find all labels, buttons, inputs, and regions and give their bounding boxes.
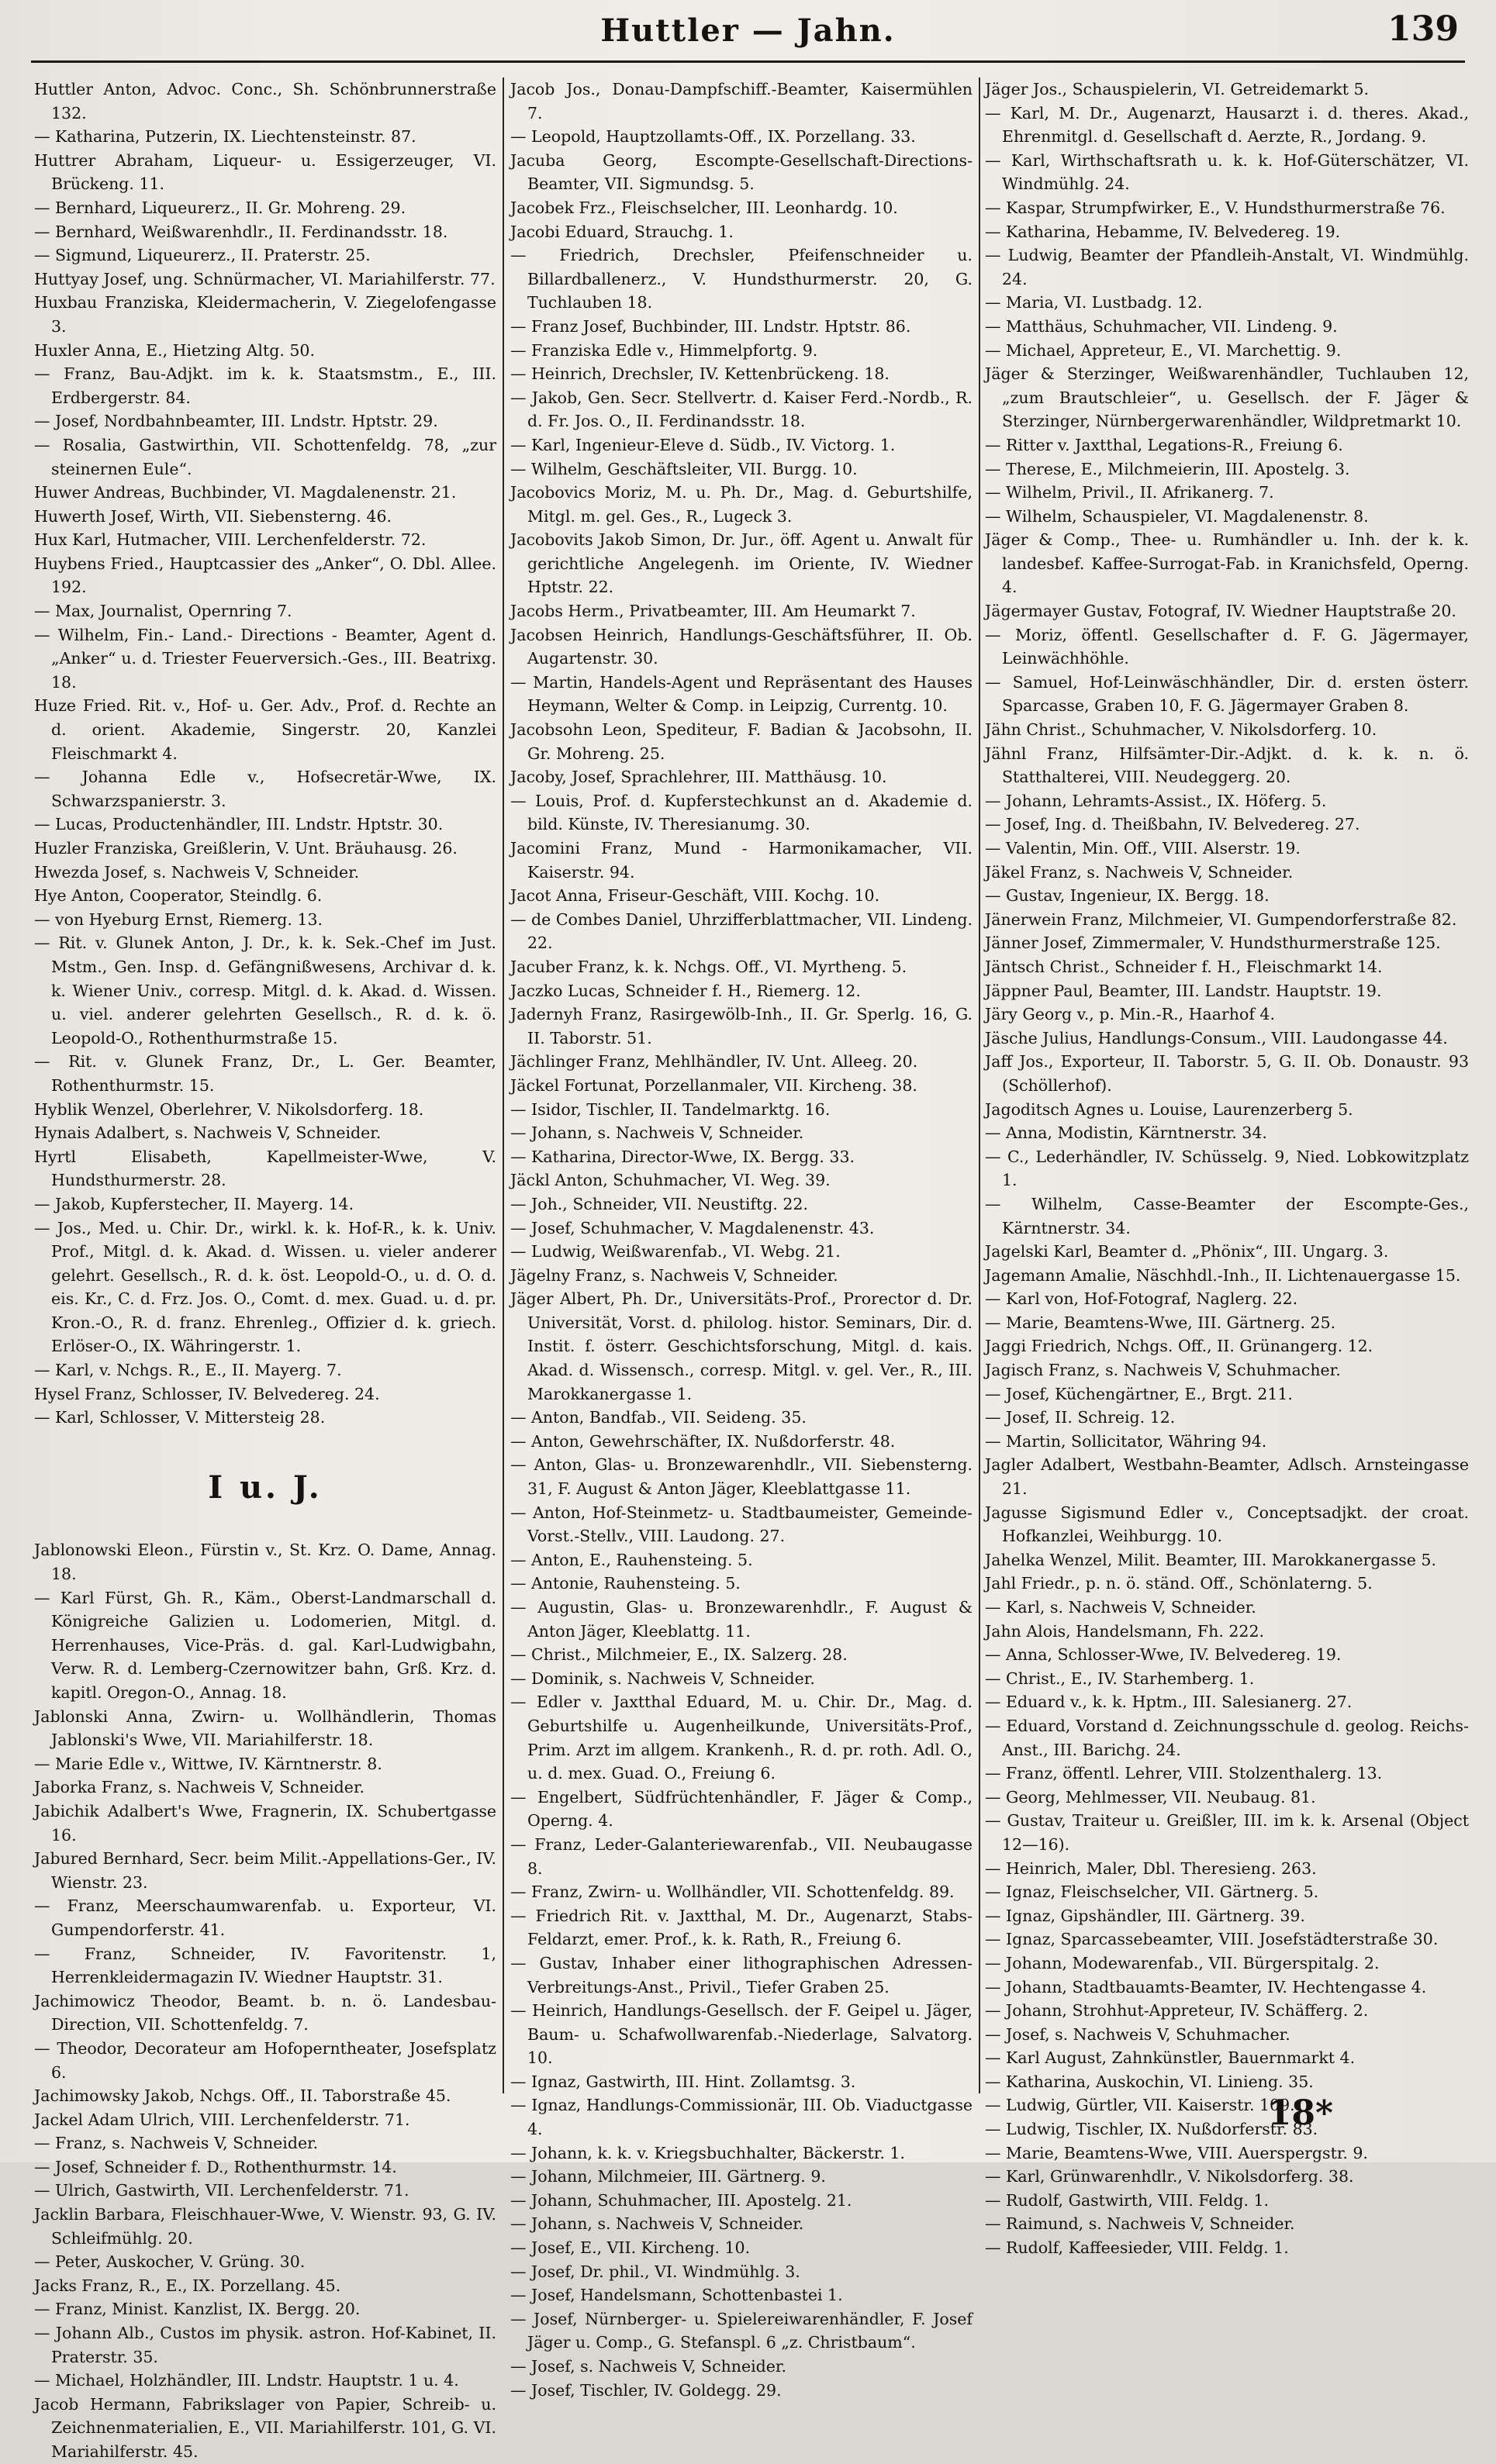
directory-entry: Jäckel Fortunat, Porzellanmaler, VII. Kircheng. 38. [510,1075,917,1095]
directory-entry: — Johann, Milchmeier, III. Gärtnerg. 9. [510,2167,826,2186]
directory-entry: — Therese, E., Milchmeierin, III. Apostelg. 3. [985,459,1350,478]
directory-entry: Jahelka Wenzel, Milit. Beamter, III. Marokkanergasse 5. [985,1550,1436,1569]
directory-entry: — Anna, Modistin, Kärntnerstr. 34. [985,1123,1267,1143]
directory-entry: — Karl, Grünwarenhdlr., V. Nikolsdorferg. 38. [985,2167,1354,2186]
directory-entry: Jahl Friedr., p. n. ö. ständ. Off., Schönlaterng. 5. [985,1574,1373,1593]
directory-entry: Jägermayer Gustav, Fotograf, IV. Wiedner Hauptstraße 20. [985,602,1456,621]
directory-entry: — Anna, Schlosser-Wwe, IV. Belvedereg. 19. [985,1645,1342,1665]
directory-entry: — Johann, Stadtbauamts-Beamter, IV. Hechtengasse 4. [985,1977,1427,1996]
directory-entry: Jänner Josef, Zimmermaler, V. Hundsthurmerstraße 125. [985,933,1441,953]
directory-entry: Jabichik Adalbert's Wwe, Fragnerin, IX. Schubertgasse 16. [34,1801,496,1845]
directory-entry: — Theodor, Decorateur am Hofoperntheater, Josefsplatz 6. [34,2038,496,2082]
directory-entry: Jäger & Comp., Thee- u. Rumhändler u. Inh. der k. k. landesbef. Kaffee-Surrogat-Fab. in Kranichsfeld, Operng. 4. [985,530,1469,597]
directory-entry: — Marie, Beamtens-Wwe, VIII. Auerspergstr. 9. [985,2143,1368,2162]
directory-entry: — Bernhard, Liqueurerz., II. Gr. Mohreng. 29. [34,198,406,217]
directory-entry: — Gustav, Traiteur u. Greißler, III. im k. k. Arsenal (Object 12—16). [985,1811,1469,1854]
directory-entry: — Eduard v., k. k. Hptm., III. Salesianerg. 27. [985,1693,1353,1712]
directory-entry: — Kaspar, Strumpfwirker, E., V. Hundsthurmerstraße 76. [985,198,1446,217]
directory-entry: — Friedrich Rit. v. Jaxtthal, M. Dr., Augenarzt, Stabs-Feldarzt, emer. Prof., k. k. Rath, R., Freiung 6. [510,1906,973,1949]
directory-entry: — Johann, Lehramts-Assist., IX. Höferg. 5. [985,791,1327,810]
directory-entry: — Johann, s. Nachweis V, Schneider. [510,1123,804,1143]
directory-entry: — Franz, Minist. Kanzlist, IX. Bergg. 20. [34,2300,361,2319]
directory-entry: Jacobek Frz., Fleischselcher, III. Leonhardg. 10. [510,198,898,217]
directory-entry: — Franz, s. Nachweis V, Schneider. [34,2134,319,2153]
directory-entry: — Karl, Wirthschaftsrath u. k. k. Hof-Güterschätzer, VI. Windmühlg. 24. [985,150,1469,194]
directory-entry: — Jos., Med. u. Chir. Dr., wirkl. k. k. Hof-R., k. k. Univ. Prof., Mitgl. d. k. Akad. d. Wissen. u. vieler anderer gelehrt. Gesellsch., R. d. k. öst. Leopold-O., u. d. O. d. eis. Kr., C. d. Frz. Jos. O., Comt. d. mex. Guad. u. d. pr. Kron.-O., R. d. franz. Ehrenleg., Offizier d. k. griech. Erlöser-O., IX. Währingerstr. 1. [34,1218,496,1356]
directory-entry: — Matthäus, Schuhmacher, VII. Lindeng. 9. [985,316,1338,336]
directory-entry: Jacobovics Moriz, M. u. Ph. Dr., Mag. d. Geburtshilfe, Mitgl. m. gel. Ges., R., Lugeck 3. [510,483,973,526]
directory-entry: Huxbau Franziska, Kleidermacherin, V. Ziegelofengasse 3. [34,293,496,336]
directory-entry: — Valentin, Min. Off., VIII. Alserstr. 19. [985,839,1301,858]
running-head: Huttler — Jahn. [600,12,896,49]
directory-entry: Huybens Fried., Hauptcassier des „Anker“, O. Dbl. Allee. 192. [34,554,496,597]
directory-entry: Jagemann Amalie, Näschhdl.-Inh., II. Lichtenauergasse 15. [985,1265,1461,1285]
directory-entry: — Franz, Leder-Galanteriewarenfab., VII. Neubaugasse 8. [510,1834,973,1878]
directory-entry: Jachimowsky Jakob, Nchgs. Off., II. Taborstraße 45. [34,2086,451,2106]
directory-entry: — Heinrich, Drechsler, IV. Kettenbrückeng. 18. [510,364,890,384]
directory-entry: — Gustav, Inhaber einer lithographischen Adressen-Verbreitungs-Anst., Privil., Tiefer Graben 25. [510,1953,973,1996]
directory-entry: — Karl von, Hof-Fotograf, Naglerg. 22. [985,1289,1298,1309]
directory-entry: — Franz, Meerschaumwarenfab. u. Exporteur, VI. Gumpendorferstr. 41. [34,1896,496,1939]
directory-entry: — Katharina, Hebamme, IV. Belvedereg. 19. [985,222,1341,241]
directory-entry: — Josef, Ing. d. Theißbahn, IV. Belvedereg. 27. [985,815,1360,834]
directory-entry: Jackel Adam Ulrich, VIII. Lerchenfelderstr. 71. [34,2110,410,2129]
directory-entry: — Johann, Modewarenfab., VII. Bürgerspitalg. 2. [985,1953,1380,1972]
directory-entry: — Johann, s. Nachweis V, Schneider. [510,2214,804,2234]
directory-entry: — Josef, Nürnberger- u. Spielereiwarenhändler, F. Josef Jäger u. Comp., G. Stefanspl. 6 „z. Christbaum“. [510,2309,973,2352]
directory-entry: — Ignaz, Gastwirth, III. Hint. Zollamtsg. 3. [510,2072,856,2091]
directory-entry: — Franz, Schneider, IV. Favoritenstr. 1, Herrenkleidermagazin IV. Wiedner Hauptstr. 31. [34,1944,496,1987]
directory-entry: — Johann, k. k. v. Kriegsbuchhalter, Bäckerstr. 1. [510,2143,905,2162]
directory-entry: — Lucas, Productenhändler, III. Lndstr. Hptstr. 30. [34,815,444,834]
directory-entry: Jaborka Franz, s. Nachweis V, Schneider. [34,1778,365,1797]
directory-entry: — Wilhelm, Casse-Beamter der Escompte-Ges., Kärntnerstr. 34. [985,1194,1469,1237]
directory-entry: Huwer Andreas, Buchbinder, VI. Magdalenenstr. 21. [34,483,457,502]
directory-entry: — Josef, E., VII. Kircheng. 10. [510,2238,751,2258]
directory-entry: Jähnl Franz, Hilfsämter-Dir.-Adjkt. d. k. k. n. ö. Statthalterei, VIII. Neudeggerg. 20. [985,744,1469,787]
directory-entry: Jacob Hermann, Fabrikslager von Papier, Schreib- u. Zeichnenmaterialien, E., VII. Mariahilferstr. 101, G. VI. Mariahilferstr. 45. [34,2394,497,2461]
directory-entry: Jabured Bernhard, Secr. beim Milit.-Appellations-Ger., IV. Wienstr. 23. [34,1849,497,1892]
directory-entry: — Ignaz, Sparcassebeamter, VIII. Josefstädterstraße 30. [985,1930,1439,1949]
directory-entry: — Josef, Handelsmann, Schottenbastei 1. [510,2286,843,2305]
directory-entry: — Jakob, Gen. Secr. Stellvertr. d. Kaiser Ferd.-Nordb., R. d. Fr. Jos. O., II. Ferdinandsstr. 18. [510,388,973,431]
directory-entry: — Karl August, Zahnkünstler, Bauernmarkt 4. [985,2048,1356,2068]
directory-entry: — Ludwig, Gürtler, VII. Kaiserstr. 109. [985,2096,1295,2115]
directory-entry: — Samuel, Hof-Leinwäschhändler, Dir. d. ersten österr. Sparcasse, Graben 10, F. G. Jägermayer Graben 8. [985,672,1469,716]
directory-entry: — Joh., Schneider, VII. Neustiftg. 22. [510,1194,808,1213]
directory-entry: Huxler Anna, E., Hietzing Altg. 50. [34,340,315,360]
directory-entry: Jablonski Anna, Zwirn- u. Wollhändlerin, Thomas Jablonski's Wwe, VII. Mariahilferstr. 18. [34,1707,496,1750]
directory-entry: — Josef, s. Nachweis V, Schneider. [510,2357,786,2376]
directory-entry: — Heinrich, Handlungs-Gesellsch. der F. Geipel u. Jäger, Baum- u. Schafwollwarenfab.-Niederlage, Salvatorg. 10. [510,2001,973,2068]
directory-entry: — Rit. v. Glunek Anton, J. Dr., k. k. Sek.-Chef im Just. Mstm., Gen. Insp. d. Gefängnißwesens, Archivar d. k. k. Wiener Univ., corresp. Mitgl. d. k. Akad. d. Wissen. u. viel. anderer gelehrten Gesellsch., R. d. k. ö. Leopold-O., Rothenthurmstraße 15. [34,933,496,1047]
directory-entry: — Anton, Hof-Steinmetz- u. Stadtbaumeister, Gemeinde-Vorst.-Stellv., VIII. Laudong. 27. [510,1503,973,1546]
directory-entry: Huwerth Josef, Wirth, VII. Siebensterng. 46. [34,506,392,526]
directory-entry: Jacklin Barbara, Fleischhauer-Wwe, V. Wienstr. 93, G. IV. Schleifmühlg. 20. [34,2205,496,2248]
directory-entry: — Christ., E., IV. Starhemberg. 1. [985,1669,1255,1688]
directory-entry: Jagusse Sigismund Edler v., Conceptsadjkt. der croat. Hofkanzlei, Weihburgg. 10. [985,1503,1469,1546]
directory-entry: Hye Anton, Cooperator, Steindlg. 6. [34,886,323,906]
directory-entry: Huttler Anton, Advoc. Conc., Sh. Schönbrunnerstraße 132. [34,80,496,123]
directory-entry: — Maria, VI. Lustbadg. 12. [985,293,1203,312]
directory-entry: — Katharina, Putzerin, IX. Liechtensteinstr. 87. [34,127,416,147]
directory-entry: — Josef, II. Schreig. 12. [985,1408,1176,1427]
directory-entry: — Josef, Schuhmacher, V. Magdalenenstr. 43. [510,1218,875,1237]
directory-entry: — Martin, Sollicitator, Währing 94. [985,1431,1267,1451]
directory-entry: — C., Lederhändler, IV. Schüsselg. 9, Nied. Lobkowitzplatz 1. [985,1147,1469,1190]
directory-entry: — Gustav, Ingenieur, IX. Bergg. 18. [985,886,1270,906]
directory-entry: — Friedrich, Drechsler, Pfeifenschneider u. Billardballenerz., V. Hundsthurmerstr. 20, G. Tuchlauben 18. [510,246,973,312]
directory-entry: — Rudolf, Kaffeesieder, VIII. Feldg. 1. [985,2238,1289,2258]
directory-entry: Jablonowski Eleon., Fürstin v., St. Krz. O. Dame, Annag. 18. [34,1541,496,1584]
directory-entry: Jagelski Karl, Beamter d. „Phönix“, III. Ungarg. 3. [985,1242,1389,1261]
directory-entry: — Raimund, s. Nachweis V, Schneider. [985,2214,1295,2234]
directory-entry: Jacobi Eduard, Strauchg. 1. [510,222,734,241]
directory-entry: Jacuba Georg, Escompte-Gesellschaft-Directions-Beamter, VII. Sigmundsg. 5. [510,150,973,194]
directory-entry: Jächlinger Franz, Mehlhändler, IV. Unt. Alleeg. 20. [510,1052,918,1072]
directory-entry: Jacomini Franz, Mund - Harmonikamacher, VII. Kaiserstr. 94. [510,839,973,882]
directory-entry: — Ludwig, Weißwarenfab., VI. Webg. 21. [510,1242,841,1261]
directory-column-right [985,78,1469,2258]
directory-entry: — Ludwig, Beamter der Pfandleih-Anstalt, VI. Windmühlg. 24. [985,246,1469,288]
directory-entry: Huttyay Josef, ung. Schnürmacher, VI. Mariahilferstr. 77. [34,269,496,288]
directory-column-left [34,78,497,2461]
directory-entry: Jacob Jos., Donau-Dampfschiff.-Beamter, Kaisermühlen 7. [510,80,973,123]
directory-entry: — Jakob, Kupferstecher, II. Mayerg. 14. [34,1194,354,1213]
directory-entry: Jäppner Paul, Beamter, III. Landstr. Hauptstr. 19. [985,981,1382,1000]
directory-entry: — Karl, s. Nachweis V, Schneider. [985,1598,1256,1617]
directory-entry: Hyblik Wenzel, Oberlehrer, V. Nikolsdorferg. 18. [34,1099,424,1119]
directory-entry: — Dominik, s. Nachweis V, Schneider. [510,1669,815,1688]
directory-entry: — Ignaz, Fleischselcher, VII. Gärtnerg. 5. [985,1883,1319,1902]
directory-entry: Jänerwein Franz, Milchmeier, VI. Gumpendorferstraße 82. [985,909,1457,929]
directory-entry: — Franziska Edle v., Himmelpfortg. 9. [510,340,818,360]
directory-entry: — Isidor, Tischler, II. Tandelmarktg. 16. [510,1099,831,1119]
directory-entry: Jacot Anna, Friseur-Geschäft, VIII. Kochg. 10. [510,886,880,906]
directory-entry: — Franz, öffentl. Lehrer, VIII. Stolzenthalerg. 13. [985,1764,1383,1783]
directory-entry: — Heinrich, Maler, Dbl. Theresieng. 263. [985,1858,1317,1878]
directory-entry: — Anton, Bandfab., VII. Seideng. 35. [510,1408,807,1427]
directory-entry: Jacuber Franz, k. k. Nchgs. Off., VI. Myrtheng. 5. [510,957,907,976]
directory-entry: Jacobsen Heinrich, Handlungs-Geschäftsführer, II. Ob. Augartenstr. 30. [510,625,973,668]
directory-entry: — Franz Josef, Buchbinder, III. Lndstr. Hptstr. 86. [510,316,911,336]
directory-entry: Jagisch Franz, s. Nachweis V, Schuhmacher. [985,1361,1341,1380]
page-header [31,8,1465,64]
directory-entry: — Anton, Glas- u. Bronzewarenhdlr., VII. Siebensterng. 31, F. August & Anton Jäger, Kleeblattgasse 11. [510,1455,973,1499]
directory-entry: — Franz, Zwirn- u. Wollhändler, VII. Schottenfeldg. 89. [510,1883,955,1902]
directory-entry: — von Hyeburg Ernst, Riemerg. 13. [34,909,323,929]
directory-entry: Jähn Christ., Schuhmacher, V. Nikolsdorferg. 10. [985,720,1377,740]
directory-entry: Jadernyh Franz, Rasirgewölb-Inh., II. Gr. Sperlg. 16, G. II. Taborstr. 51. [510,1005,973,1047]
directory-entry: — Karl, v. Nchgs. R., E., II. Mayerg. 7. [34,1361,342,1380]
directory-column-middle [510,78,973,2400]
directory-entry: — Christ., Milchmeier, E., IX. Salzerg. 28. [510,1645,848,1665]
directory-entry: — Augustin, Glas- u. Bronzewarenhdlr., F. August & Anton Jäger, Kleeblattg. 11. [510,1598,973,1641]
directory-entry: — Louis, Prof. d. Kupferstechkunst an d. Akademie d. bild. Künste, IV. Theresianumg. 30. [510,791,973,834]
directory-entry: — Rosalia, Gastwirthin, VII. Schottenfeldg. 78, „zur steinernen Eule“. [34,435,496,478]
directory-entry: — Marie Edle v., Wittwe, IV. Kärntnerstr. 8. [34,1754,382,1773]
directory-entry: — Josef, Küchengärtner, E., Brgt. 211. [985,1384,1293,1403]
directory-entry: — Wilhelm, Geschäftsleiter, VII. Burgg. 10. [510,459,858,478]
directory-entry: — Martin, Handels-Agent und Repräsentant des Hauses Heymann, Welter & Comp. in Leipzig, Currentg. 10. [510,672,973,716]
directory-entry: Jäsche Julius, Handlungs-Consum., VIII. Laudongasse 44. [985,1028,1448,1047]
directory-entry: Jacobsohn Leon, Spediteur, F. Badian & Jacobsohn, II. Gr. Mohreng. 25. [510,720,973,763]
directory-entry: — Johann, Schuhmacher, III. Apostelg. 21. [510,2190,852,2210]
directory-entry: — Josef, Dr. phil., VI. Windmühlg. 3. [510,2262,800,2281]
directory-entry: — Karl, Ingenieur-Eleve d. Südb., IV. Victorg. 1. [510,435,896,454]
directory-entry: — Wilhelm, Privil., II. Afrikanerg. 7. [985,483,1274,502]
directory-entry: — Michael, Appreteur, E., VI. Marchettig. 9. [985,340,1342,360]
directory-entry: Jäger & Sterzinger, Weißwarenhändler, Tuchlauben 12, „zum Brautschleier“, u. Gesellsch. der F. Jäger & Sterzinger, Nürnbergerwarenhändler, Wildpretmarkt 10. [985,364,1469,431]
directory-entry: — Ritter v. Jaxtthal, Legations-R., Freiung 6. [985,435,1343,454]
directory-entry: Jacobs Herm., Privatbeamter, III. Am Heumarkt 7. [510,602,916,621]
directory-entry: Järy Georg v., p. Min.-R., Haarhof 4. [985,1005,1275,1024]
directory-entry: — Johanna Edle v., Hofsecretär-Wwe, IX. Schwarzspanierstr. 3. [34,768,496,810]
directory-entry: Jaczko Lucas, Schneider f. H., Riemerg. 12. [510,981,861,1000]
directory-entry: Hysel Franz, Schlosser, IV. Belvedereg. 24. [34,1384,380,1403]
directory-entry: Hynais Adalbert, s. Nachweis V, Schneider. [34,1123,382,1143]
directory-entry: Hux Karl, Hutmacher, VIII. Lerchenfelderstr. 72. [34,530,427,550]
directory-entry: — Johann, Strohhut-Appreteur, IV. Schäfferg. 2. [985,2001,1369,2021]
directory-entry: — Edler v. Jaxtthal Eduard, M. u. Chir. Dr., Mag. d. Geburtshilfe u. Augenheilkunde, Universitäts-Prof., Prim. Arzt im allgem. Krankenh., R. d. pr. roth. Adl. O., u. d. mex. Guad. O., Freiung 6. [510,1693,973,1783]
directory-entry: Jägelny Franz, s. Nachweis V, Schneider. [510,1265,838,1285]
directory-entry: Jagoditsch Agnes u. Louise, Laurenzerberg 5. [985,1099,1353,1119]
directory-entry: — Eduard, Vorstand d. Zeichnungsschule d. geolog. Reichs-Anst., III. Barichg. 24. [985,1716,1469,1759]
directory-entry: Jacobovits Jakob Simon, Dr. Jur., öff. Agent u. Anwalt für gerichtliche Angelegenh. im Oriente, IV. Wiedner Hptstr. 22. [510,530,973,597]
directory-entry: Jachimowicz Theodor, Beamt. b. n. ö. Landesbau-Direction, VII. Schottenfeldg. 7. [34,1991,496,2034]
directory-entry: — Moriz, öffentl. Gesellschafter d. F. G. Jägermayer, Leinwächhöhle. [985,625,1469,668]
directory-entry: — Sigmund, Liqueurerz., II. Praterstr. 25. [34,246,371,265]
directory-entry: Hyrtl Elisabeth, Kapellmeister-Wwe, V. Hundsthurmerstr. 28. [34,1147,496,1190]
signature-mark: 18* [1267,2093,1333,2133]
directory-entry: Huttrer Abraham, Liqueur- u. Essigerzeuger, VI. Brückeng. 11. [34,150,496,194]
directory-entry: — Peter, Auskocher, V. Grüng. 30. [34,2252,306,2272]
directory-entry: — Wilhelm, Schauspieler, VI. Magdalenenstr. 8. [985,506,1369,526]
directory-entry: — Katharina, Auskochin, VI. Linieng. 35. [985,2072,1314,2091]
directory-entry: Jäntsch Christ., Schneider f. H., Fleischmarkt 14. [985,957,1383,976]
directory-entry: — Josef, Tischler, IV. Goldegg. 29. [510,2380,782,2400]
directory-entry: — Max, Journalist, Opernring 7. [34,602,292,621]
directory-entry: Jaff Jos., Exporteur, II. Taborstr. 5, G. II. Ob. Donaustr. 93 (Schöllerhof). [985,1052,1469,1095]
directory-entry: Jäkel Franz, s. Nachweis V, Schneider. [985,862,1294,882]
directory-entry: Jäger Jos., Schauspielerin, VI. Getreidemarkt 5. [985,80,1370,98]
column-divider [503,78,504,2093]
header-rule [31,60,1465,63]
directory-entry: Jagler Adalbert, Westbahn-Beamter, Adlsch. Arnsteingasse 21. [985,1455,1469,1499]
directory-entry: — Karl Fürst, Gh. R., Käm., Oberst-Landmarschall d. Königreiche Galizien u. Lodomerien, Mitgl. d. Herrenhauses, Vice-Präs. d. gal. Karl-Ludwigbahn, Verw. R. d. Lemberg-Czernowitzer bahn, Grß. Krz. d. kapitl. Oregon-O., Annag. 18. [34,1588,496,1702]
directory-entry: Jacoby, Josef, Sprachlehrer, III. Matthäusg. 10. [510,768,887,787]
directory-entry: Jaggi Friedrich, Nchgs. Off., II. Grünangerg. 12. [985,1337,1373,1356]
directory-entry: — Ignaz, Handlungs-Commissionär, III. Ob. Viaductgasse 4. [510,2096,973,2139]
directory-entry: — Michael, Holzhändler, III. Lndstr. Hauptstr. 1 u. 4. [34,2371,459,2390]
directory-entry: — Georg, Mehlmesser, VII. Neubaug. 81. [985,1787,1316,1807]
directory-entry: Huze Fried. Rit. v., Hof- u. Ger. Adv., Prof. d. Rechte an d. orient. Akademie, Singerstr. 20, Kanzlei Fleischmarkt 4. [34,696,496,763]
directory-entry: — Josef, s. Nachweis V, Schuhmacher. [985,2024,1290,2044]
directory-entry: — Anton, E., Rauhensteing. 5. [510,1550,753,1569]
directory-entry: Jäger Albert, Ph. Dr., Universitäts-Prof., Prorector d. Dr. Universität, Vorst. d. philolog. histor. Seminars, Dir. d. Instit. f. österr. Geschichtsforschung, Mitgl. d. kais. Akad. d. Wissensch., corresp. Mitgl. v. gel. Ver., R., III. Marokkanergasse 1. [510,1289,973,1403]
directory-entry: Hwezda Josef, s. Nachweis V, Schneider. [34,862,360,882]
directory-entry: — Anton, Gewehrschäfter, IX. Nußdorferstr. 48. [510,1431,896,1451]
directory-entry: — Wilhelm, Fin.- Land.- Directions - Beamter, Agent d. „Anker“ u. d. Triester Feuerversich.-Ges., III. Beatrixg. 18. [34,625,496,692]
section-heading: I u. J. [208,1468,323,1506]
directory-entry: Huzler Franziska, Greißlerin, V. Unt. Bräuhausg. 26. [34,839,458,858]
directory-entry: — Ulrich, Gastwirth, VII. Lerchenfelderstr. 71. [34,2181,409,2200]
directory-entry: — Antonie, Rauhensteing. 5. [510,1574,741,1593]
page-number: 139 [1387,9,1459,49]
directory-entry: — Marie, Beamtens-Wwe, III. Gärtnerg. 25. [985,1313,1336,1332]
directory-entry: — Katharina, Director-Wwe, IX. Bergg. 33. [510,1147,855,1166]
directory-entry: — Rudolf, Gastwirth, VIII. Feldg. 1. [985,2190,1270,2210]
directory-entry: — Bernhard, Weißwarenhdlr., II. Ferdinandsstr. 18. [34,222,448,241]
directory-entry: — Karl, Schlosser, V. Mittersteig 28. [34,1408,326,1427]
directory-entry: — Rit. v. Glunek Franz, Dr., L. Ger. Beamter, Rothenthurmstr. 15. [34,1052,496,1095]
directory-entry: — Karl, M. Dr., Augenarzt, Hausarzt i. d. theres. Akad., Ehrenmitgl. d. Gesellschaft d. Aerzte, R., Jordang. 9. [985,103,1469,147]
directory-entry: — de Combes Daniel, Uhrzifferblattmacher, VII. Lindeng. 22. [510,909,973,953]
directory-entry: Jacks Franz, R., E., IX. Porzellang. 45. [34,2276,341,2295]
directory-entry: Jahn Alois, Handelsmann, Fh. 222. [985,1621,1265,1641]
column-divider [979,78,980,2093]
directory-entry: — Josef, Nordbahnbeamter, III. Lndstr. Hptstr. 29. [34,412,438,431]
directory-entry: — Ignaz, Gipshändler, III. Gärtnerg. 39. [985,1906,1305,1925]
directory-entry: Jäckl Anton, Schuhmacher, VI. Weg. 39. [510,1171,831,1190]
directory-entry: — Franz, Bau-Adjkt. im k. k. Staatsmstm., E., III. Erdbergerstr. 84. [34,364,496,407]
directory-entry: — Josef, Schneider f. D., Rothenthurmstr. 14. [34,2157,397,2176]
directory-entry: — Engelbert, Südfrüchtenhändler, F. Jäger & Comp., Operng. 4. [510,1787,973,1831]
directory-entry: — Johann Alb., Custos im physik. astron. Hof-Kabinet, II. Praterstr. 35. [34,2324,496,2366]
directory-entry: — Ludwig, Tischler, IX. Nußdorferstr. 83. [985,2120,1318,2139]
directory-entry: — Leopold, Hauptzollamts-Off., IX. Porzellang. 33. [510,127,916,147]
